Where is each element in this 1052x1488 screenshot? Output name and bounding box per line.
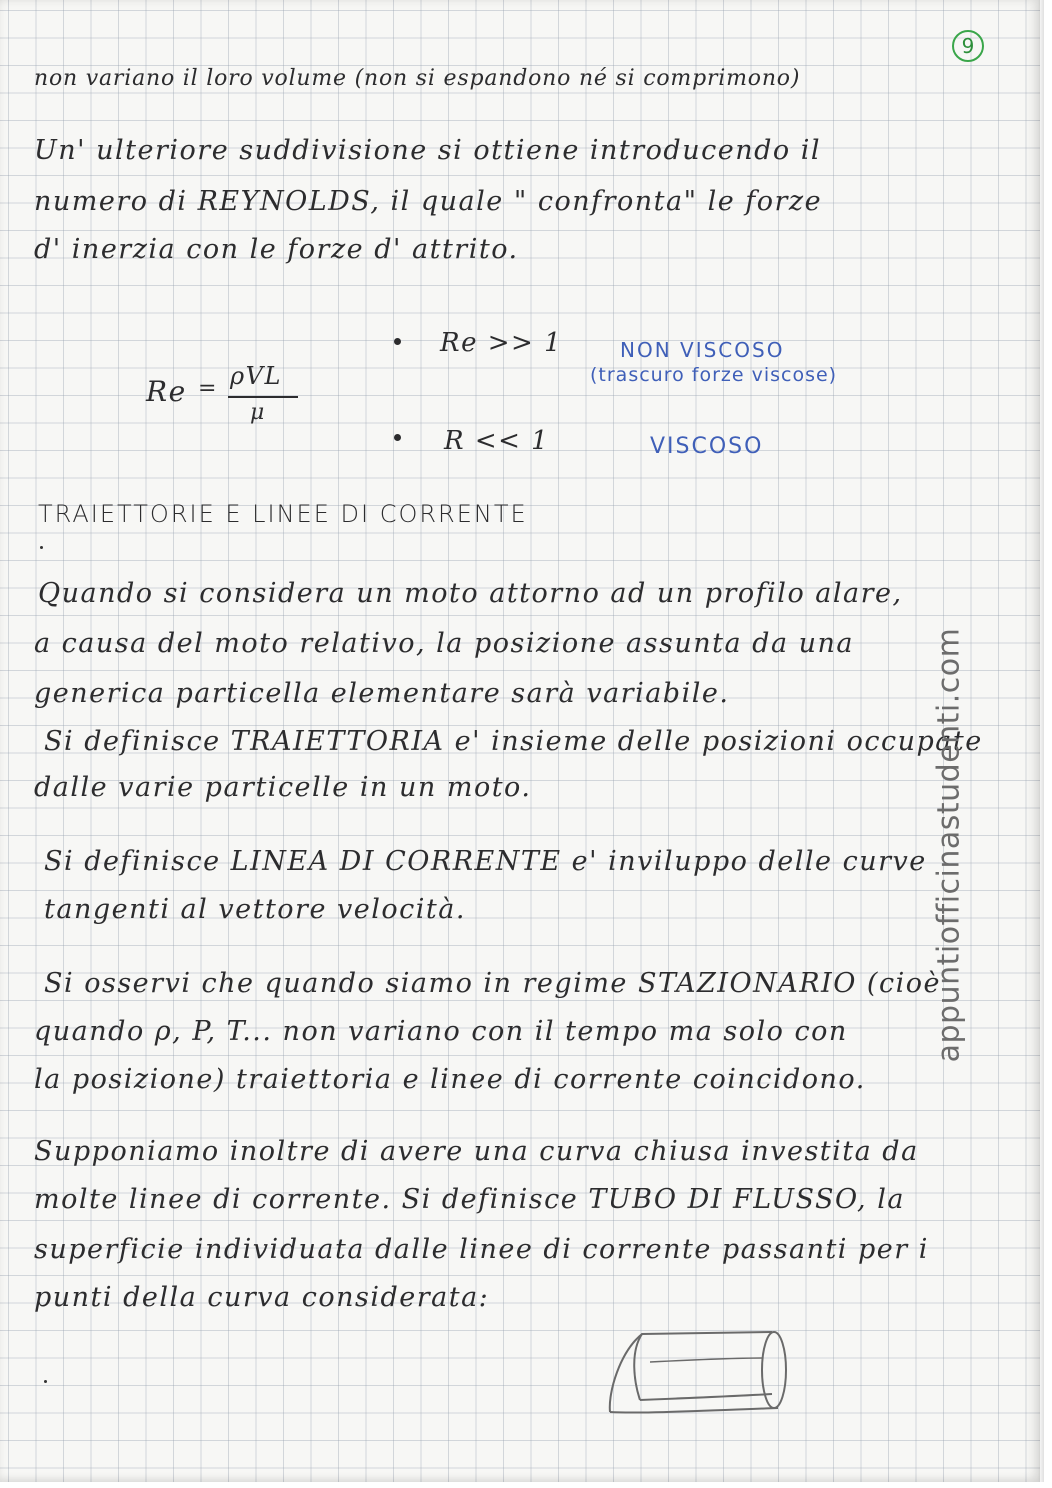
formula-numerator: ρVL <box>230 362 282 390</box>
paragraph-4-line-3: superficie individuata dalle linee di corrente passanti per i <box>34 1234 929 1265</box>
case-1-note: (trascuro forze viscose) <box>590 364 838 386</box>
page-number: 9 <box>952 30 984 62</box>
paragraph-1-line-2: a causa del moto relativo, la posizione assunta da una <box>34 628 854 659</box>
bullet-point <box>394 338 401 345</box>
paragraph-3-line-2: quando ρ, P, T... non variano con il tempo ma solo con <box>34 1016 848 1047</box>
case-2-label: VISCOSO <box>650 434 764 459</box>
paragraph-2-line-1: Si definisce LINEA DI CORRENTE e' inviluppo delle curve <box>44 846 927 877</box>
paragraph-4-line-4: punti della curva considerata: <box>34 1282 490 1313</box>
paragraph-4-line-1: Supponiamo inoltre di avere una curva chiusa investita da <box>34 1136 919 1167</box>
fraction-bar <box>228 396 298 398</box>
section-heading: TRAIETTORIE E LINEE DI CORRENTE <box>38 500 528 528</box>
page-edge-shadow <box>1038 0 1044 1482</box>
paragraph-2-line-2: tangenti al vettore velocità. <box>44 894 466 925</box>
formula-equals: = <box>198 376 218 401</box>
case-1-label: NON VISCOSO <box>620 338 785 362</box>
formula-lhs: Re <box>146 375 187 408</box>
stream-tube-sketch <box>600 1322 800 1422</box>
paragraph-4-line-2: molte linee di corrente. Si definisce TUBO DI FLUSSO, la <box>34 1184 905 1215</box>
text-line-3: numero di REYNOLDS, il quale " confronta" le forze <box>34 186 823 217</box>
formula-denominator: μ <box>250 400 266 425</box>
paragraph-1-line-4: Si definisce TRAIETTORIA e' insieme delle posizioni occupate <box>44 726 983 757</box>
stray-dot <box>44 1380 47 1383</box>
text-line-1: non variano il loro volume (non si espandono né si comprimono) <box>34 66 801 91</box>
stray-dot <box>40 546 43 549</box>
text-line-4: d' inerzia con le forze d' attrito. <box>34 234 519 265</box>
case-2-condition: R << 1 <box>444 426 550 456</box>
text-line-2: Un' ulteriore suddivisione si ottiene introducendo il <box>34 135 821 166</box>
paragraph-3-line-1: Si osservi che quando siamo in regime STAZIONARIO (cioè <box>44 968 941 999</box>
paragraph-1-line-3: generica particella elementare sarà variabile. <box>34 678 730 709</box>
reynolds-formula <box>146 364 316 434</box>
bullet-point <box>394 434 401 441</box>
paragraph-1-line-1: Quando si considera un moto attorno ad un profilo alare, <box>38 578 903 609</box>
watermark: appuntiofficinastudenti.com <box>931 627 967 1063</box>
case-1-condition: Re >> 1 <box>440 328 563 358</box>
paragraph-1-line-5: dalle varie particelle in un moto. <box>34 772 532 803</box>
paragraph-3-line-3: la posizione) traiettoria e linee di corrente coincidono. <box>34 1064 866 1095</box>
